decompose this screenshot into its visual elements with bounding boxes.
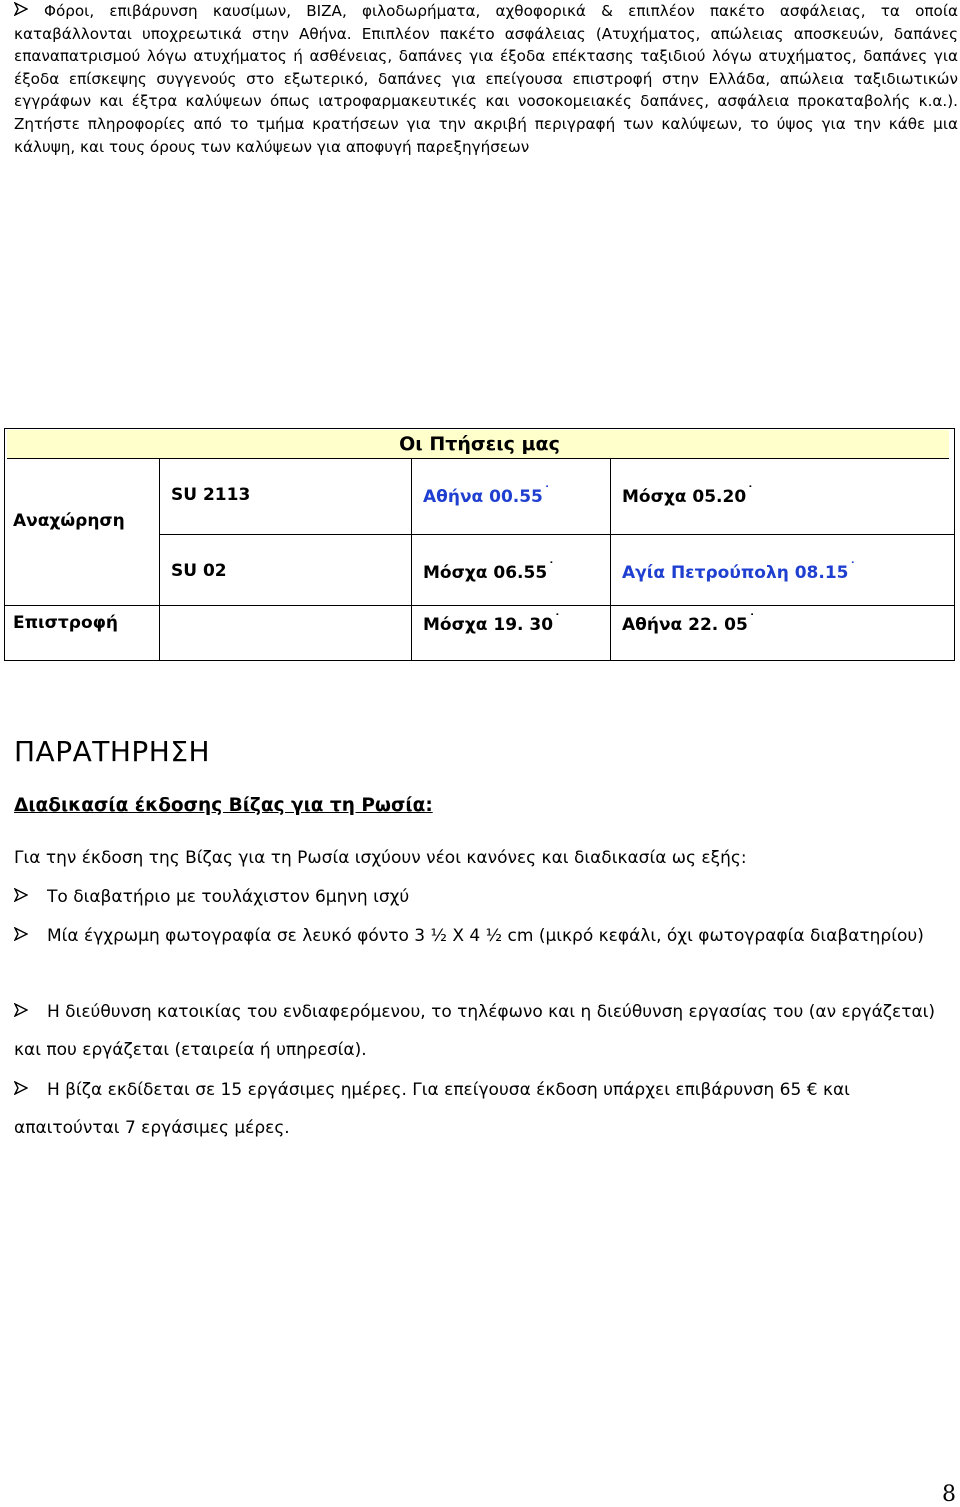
arrowhead-bullet-icon (14, 917, 47, 955)
arrowhead-bullet-icon (14, 878, 47, 916)
flights-title: Οι Πτήσεις μας (399, 433, 560, 455)
return-departure-time: Μόσχα 19. 30˙ (423, 613, 561, 635)
visa-intro-text: Για την έκδοση της Βίζας για τη Ρωσία ισχύουν νέοι κανόνες και διαδικασία ως εξής: (14, 848, 747, 868)
arrowhead-bullet-icon (14, 1071, 47, 1109)
visa-requirement-text: Μία έγχρωμη φωτογραφία σε λευκό φόντο 3 ½ Χ 4 ½ cm (μικρό κεφάλι, όχι φωτογραφία διαβατηρίου) (47, 926, 924, 946)
remark-heading: ΠΑΡΑΤΗΡΗΣΗ (14, 735, 211, 768)
return-label: Επιστροφή (13, 613, 119, 633)
page-number: 8 (942, 1482, 956, 1507)
insurance-paragraph (14, 0, 958, 158)
visa-requirement-item (14, 993, 946, 1069)
arrowhead-bullet-icon (14, 993, 47, 1031)
leg2-arrival-time: Αγία Πετρούπολη 08.15˙ (622, 561, 857, 583)
arrowhead-bullet-icon (14, 0, 44, 23)
visa-requirement-text: Η βίζα εκδίδεται σε 15 εργάσιμες ημέρες. Για επείγουσα έκδοση υπάρχει επιβάρυνση 65 € και απαιτούνται 7 εργάσιμες μέρες. (14, 1080, 850, 1138)
visa-requirement-item (14, 917, 946, 955)
leg2-flight-number: SU 02 (171, 561, 227, 581)
leg1-flight-number: SU 2113 (171, 485, 251, 505)
visa-requirement-text: Το διαβατήριο με τουλάχιστον 6μηνη ισχύ (47, 887, 410, 907)
visa-requirement-text: Η διεύθυνση κατοικίας του ενδιαφερόμενου, το τηλέφωνο και η διεύθυνση εργασίας του (αν εργάζεται) και που εργάζεται (εταιρεία ή υπηρεσία). (14, 1002, 936, 1060)
leg1-arrival-time: Μόσχα 05.20˙ (622, 485, 754, 507)
leg1-departure-time: Αθήνα 00.55˙ (423, 485, 551, 507)
visa-requirement-item (14, 878, 946, 916)
flights-table (4, 428, 955, 661)
departure-label: Αναχώρηση (13, 511, 125, 531)
visa-procedure-heading: Διαδικασία έκδοσης Βίζας για τη Ρωσία: (14, 795, 433, 816)
leg2-departure-time: Μόσχα 06.55˙ (423, 561, 555, 583)
return-arrival-time: Αθήνα 22. 05˙ (622, 613, 756, 635)
flights-title-row (5, 429, 954, 459)
visa-requirement-item (14, 1071, 946, 1147)
insurance-text: Φόροι, επιβάρυνση καυσίμων, ΒΙΖΑ, φιλοδωρήματα, αχθοφορικά & επιπλέον πακέτο ασφάλειας, τα οποία καταβάλλονται υποχρεωτικά στην Αθήνα. Επιπλέον πακέτο ασφάλειας (Ατυχήματος, απώλειας αποσκευών, δαπάνες επαναπατρισμού λόγω ατυχήματος ή ασθένειας, δαπάνες για έξοδα επέκτασης ταξιδιού λόγω ατυχήματος, δαπάνες για έξοδα επίσκεψης συγγενούς στο εξωτερικό, δαπάνες για επείγουσα επιστροφή στην Ελλάδα, απώλεια ταξιδιωτικών εγγράφων και έξτρα καλύψεων όπως ιατροφαρμακευτικές και νοσοκομειακές δαπάνες, ασφάλεια προκαταβολής κ.α.). Ζητήστε πληροφορίες από το τμήμα κρατήσεων για την ακριβή περιγραφή των καλύψεων, το ύψος για την κάθε μια κάλυψη, και τους όρους των καλύψεων για αποφυγή παρεξηγήσεων (14, 2, 958, 156)
